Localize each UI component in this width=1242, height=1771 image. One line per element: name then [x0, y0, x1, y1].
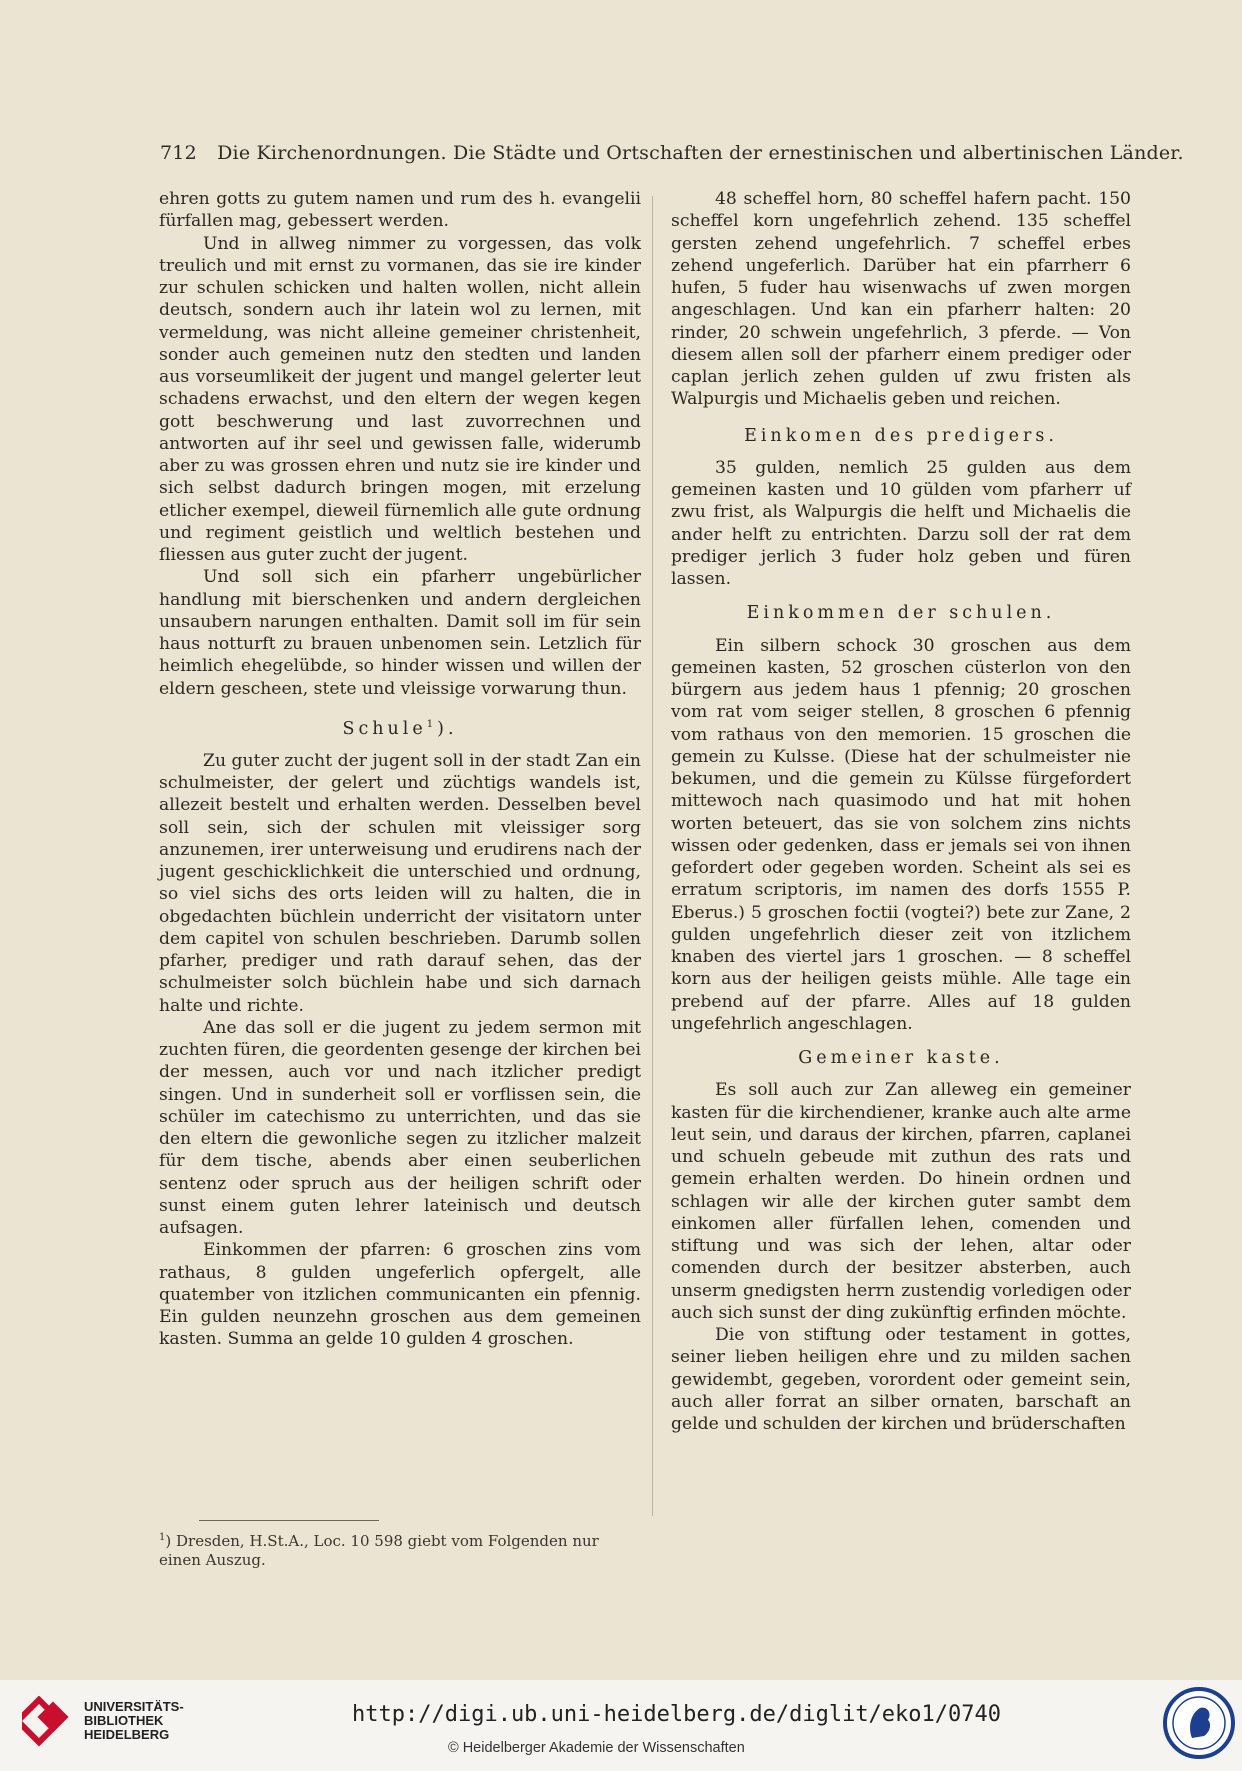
- footnote-number: 1: [159, 1532, 166, 1543]
- paragraph: Ane das soll er die jugent zu jedem sermon mit zuchten füren, die geordenten gesenge der kirchen bei der messen, auch vor und nach itzlicher predigt singen. Und in sunderheit soll er vorflissen sein, die schüler im catechismo zu unterrichten, und das sie den eltern die gewonliche segen zu itzlicher malzeit für dem tische, abends aber einen seuberlichen sentenz oder spruch aus der heiligen schrift oder sunst einem guten lehrer lateinisch und deutsch aufsagen.: [159, 1017, 641, 1239]
- paragraph: Die von stiftung oder testament in gottes, seiner lieben heiligen ehre und zu milden sachen gewidembt, gegeben, vorordent oder gemeint sein, auch aller forrat an silber ornaten, barschaft an gelde und schulden der kirchen und brüderschaften: [671, 1325, 1131, 1434]
- paragraph: Es soll auch zur Zan alleweg ein gemeiner kasten für die kirchendiener, kranke auch alte arme leut sein, und daraus der kirchen, pfarren, caplanei und schueln gebeude mit zuthun des rats und gemein erhalten werden. Do hinein ordnen und schlagen wir alle der kirchen guter sambt dem einkomen aller fürfallen lehen, comenden und stiftung und was sich der lehen, altar oder comenden durch der besitzer absterben, auch unserm gnedigsten herrn zustendig vorledigen oder auch sich sunst der ding zukünftig erfinden möchte.: [671, 1080, 1131, 1323]
- running-title: Die Kirchenordnungen. Die Städte und Ortschaften der ernestinischen und albertinischen Länder.: [217, 142, 1184, 164]
- digitization-footer: [0, 1680, 1242, 1771]
- paragraph: Und soll sich ein pfarherr ungebürlicher handlung mit bierschenken und andern dergleichen unsaubern narungen enthalten. Damit soll im für sein haus notturft zu brauen unbenomen sein. Letzlich für heimlich ehegelübde, so hinder wissen und willen der eldern gescheen, stete und vleissige vorwarung thun.: [159, 567, 641, 699]
- column-divider: [652, 196, 653, 1516]
- running-header: [160, 142, 1184, 164]
- footnote-marker: 1: [426, 718, 438, 730]
- footnote-rule: [199, 1520, 379, 1521]
- paragraph: Und in allweg nimmer zu vorgessen, das volk treulich und mit ernst zu vormanen, das sie ire kinder zur schulen schicken und halten wollen, nicht allein deutsch, sondern auch ihr latein wol zu lernen, mit vermeldung, was nicht alleine gemeiner christenheit, sonder auch gemeinen nutz den stedten und landen aus vorseumlikeit der jugent und mangel gelerter leut schadens erwachst, und den eltern der wegen kegen gott beschwerung und last zuvorrechnen und antworten auf ihr seel und gewissen falle, widerumb aber zu was grossen ehren und nutz sie ire kinder und sich selbst dadurch bringen mogen, mit erzelung etlicher exempel, dieweil fürnemlich alle gute ordnung und regiment geistlich und weltlich bestehen und fliessen aus guter zucht der jugent.: [159, 233, 641, 565]
- section-heading-kaste: Gemeiner kaste.: [798, 1048, 1004, 1068]
- paragraph: ehren gotts zu gutem namen und rum des h. evangelii fürfallen mag, gebessert werden.: [159, 189, 641, 232]
- paragraph: Zu guter zucht der jugent soll in der stadt Zan ein schulmeister, der gelert und züchtigs wandels ist, allezeit bestelt und erhalten werden. Desselben bevel soll sein, sich der schulen mit vleissiger sorg anzunemen, irer unterweisung und erudirens nach der jugent geschicklichkeit die unterschied und ordnung, so viel sichs des orts leiden will zu halten, die in obgedachten büchlein underricht der visitatorn unter dem capitel von schulen beschrieben. Darumb sollen pfarher, prediger und rath darauf sehen, das der schulmeister solch büchlein habe und sich darnach halte und richte.: [159, 750, 641, 1016]
- copyright-notice: © Heidelberger Akademie der Wissenschaften: [448, 1740, 745, 1756]
- left-column: [159, 188, 641, 1351]
- section-heading-schulen: Einkommen der schulen.: [746, 603, 1056, 624]
- footnote: [159, 1528, 641, 1570]
- page-number: 712: [160, 142, 197, 164]
- paragraph: 48 scheffel horn, 80 scheffel hafern pacht. 150 scheffel korn ungefehrlich zehend. 135 scheffel gersten zehend ungefehrlich. 7 scheffel erbes zehend ungeferlich. Darüber hat ein pfarrherr 6 hufen, 5 fuder hau wisenwachs uf zwen morgen angeschlagen. Und kan ein pfarherr halten: 20 rinder, 20 schwein ungefehrlich, 3 pferde. — Von diesem allen soll der pfarherr einem prediger oder caplan jerlich zehen gulden uf zwu fristen als Walpurgis und Michaelis geben und reichen.: [671, 189, 1131, 410]
- footnote-text: ) Dresden, H.St.A., Loc. 10 598 giebt vom Folgenden nur einen Auszug.: [159, 1532, 599, 1569]
- section-heading-predigers: Einkomen des predigers.: [744, 425, 1058, 446]
- permalink[interactable]: http://digi.ub.uni-heidelberg.de/diglit/eko1/0740: [352, 1702, 1002, 1727]
- paragraph: Einkommen der pfarren: 6 groschen zins vom rathaus, 8 gulden ungeferlich opfergelt, alle quatember von itzlichen communicanten ein pfennig. Ein gulden neunzehn groschen aus dem gemeinen kasten. Summa an gelde 10 gulden 4 groschen.: [159, 1240, 641, 1350]
- paragraph: 35 gulden, nemlich 25 gulden aus dem gemeinen kasten und 10 gülden vom pfarherr uf zwu frist, als Walpurgis die helft und Michaelis die ander helft zu entrichten. Darzu soll der rat dem prediger jerlich 3 fuder holz geben und füren lassen.: [671, 457, 1131, 589]
- university-library-logo-icon: [22, 1696, 74, 1748]
- academy-seal-icon: [1162, 1686, 1236, 1760]
- paragraph: Ein silbern schock 30 groschen aus dem gemeinen kasten, 52 groschen cüsterlon von den bürgern aus jedem haus 1 pfennig; 20 groschen vom rat vom seiger stellen, 8 groschen 6 pfennig vom rathaus von den memorien. 15 groschen die gemein zu Kulsse. (Diese hat der schulmeister nie bekumen, und die gemein zu Külsse fürgefordert mittewoch nach quasimodo und hat mit hohen worten beteuert, das sie von solchem zins nichts wissen oder gedenken, dass er jemals sei von ihnen gefordert oder gegeben worden. Scheint als sei es erratum scriptoris, im namen des dorfs 1555 P. Eberus.) 5 groschen foctii (vogtei?) bete zur Zane, 2 gulden ungefehrlich dieser zeit von itzlichem knaben des viertel jars 1 groschen. — 8 scheffel korn aus der heiligen geists mühle. Alle tage ein prebend auf der pfarre. Alles auf 18 gulden ungefehrlich angeschlagen.: [671, 635, 1131, 1034]
- right-column: [671, 188, 1131, 1435]
- library-name: UNIVERSITÄTS- BIBLIOTHEK HEIDELBERG: [84, 1699, 184, 1742]
- section-heading-schule: Schule$^1$).: [342, 718, 458, 739]
